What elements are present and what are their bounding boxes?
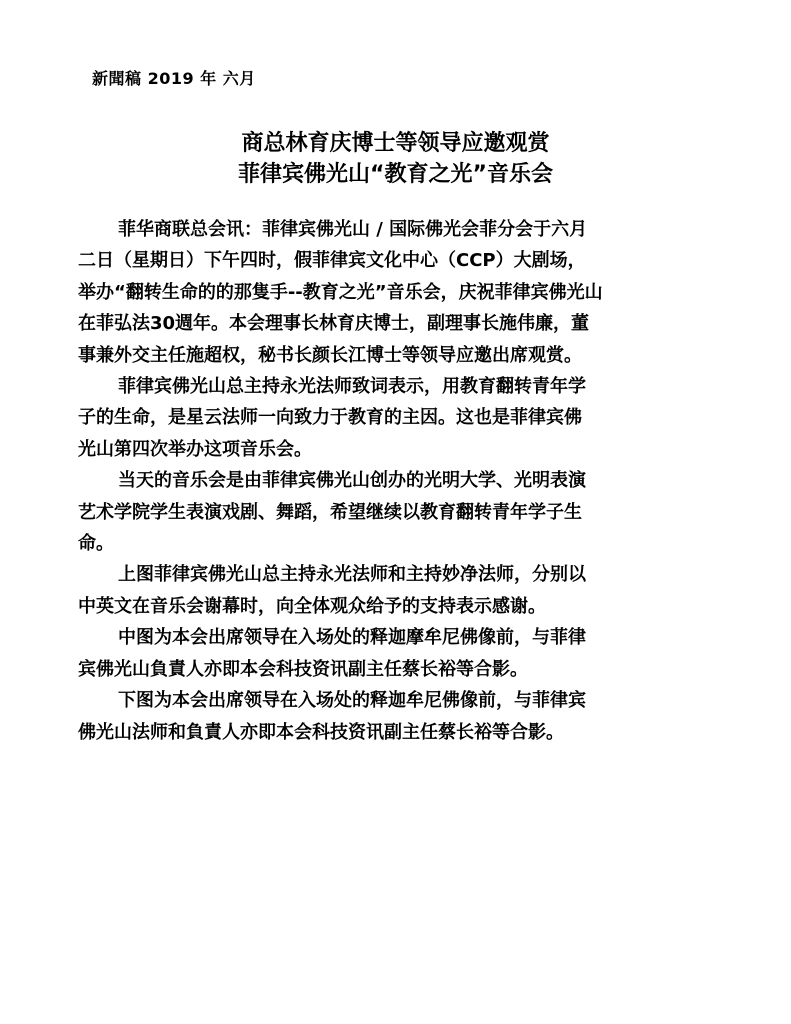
title-line-1: 商总林育庆博士等领导应邀观赏 bbox=[241, 131, 550, 156]
article-body bbox=[78, 214, 688, 748]
paragraph-line: 菲律宾佛光山总主持永光法师致词表示，用教育翻转青年学 bbox=[118, 376, 586, 398]
paragraph-line: 艺术学院学生表演戏剧、舞蹈，希望继续以教育翻转青年学子生 bbox=[78, 501, 582, 523]
paragraph-line: 事兼外交主任施超权，秘书长颜长江博士等领导应邀出席观赏。 bbox=[78, 344, 582, 366]
paragraph-line: 当天的音乐会是由菲律宾佛光山创办的光明大学、光明表演 bbox=[118, 470, 586, 492]
paragraph-line: 下图为本会出席领导在入场处的释迦牟尼佛像前，与菲律宾 bbox=[118, 690, 586, 712]
paragraph-line: 在菲弘法30週年。本会理事长林育庆博士，副理事长施伟廉，董 bbox=[78, 313, 590, 335]
paragraph-line: 宾佛光山負責人亦即本会科技资讯副主任蔡长裕等合影。 bbox=[78, 658, 528, 680]
paragraph-6 bbox=[78, 685, 688, 748]
paragraph-1 bbox=[78, 214, 688, 371]
paragraph-4 bbox=[78, 559, 688, 622]
title-line-2: 菲律宾佛光山“教育之光”音乐会 bbox=[238, 162, 553, 187]
paragraph-5 bbox=[78, 622, 688, 685]
paragraph-line: 中图为本会出席领导在入场处的释迦摩牟尼佛像前，与菲律 bbox=[118, 627, 586, 649]
paragraph-line: 子的生命，是星云法师一向致力于教育的主因。这也是菲律宾佛 bbox=[78, 407, 582, 429]
paragraph-line: 二日（星期日）下午四时，假菲律宾文化中心（CCP）大剧场， bbox=[78, 250, 586, 272]
paragraph-line: 命。 bbox=[78, 533, 114, 555]
paragraph-line: 上图菲律宾佛光山总主持永光法师和主持妙净法师，分别以 bbox=[118, 564, 586, 586]
paragraph-line: 光山第四次举办这项音乐会。 bbox=[78, 438, 312, 460]
press-release-date: 新聞稿 2019 年 六月 bbox=[92, 69, 256, 88]
paragraph-line: 佛光山法师和負責人亦即本会科技资讯副主任蔡长裕等合影。 bbox=[78, 721, 564, 743]
paragraph-3 bbox=[78, 465, 688, 559]
paragraph-line: 菲华商联总会讯：菲律宾佛光山 / 国际佛光会菲分会于六月 bbox=[118, 219, 588, 240]
paragraph-2 bbox=[78, 371, 688, 465]
paragraph-line: 中英文在音乐会谢幕时，向全体观众给予的支持表示感谢。 bbox=[78, 595, 546, 617]
article-title bbox=[0, 128, 791, 190]
paragraph-line: 举办“翻转生命的的那隻手--教育之光”音乐会，庆祝菲律宾佛光山 bbox=[78, 281, 603, 303]
